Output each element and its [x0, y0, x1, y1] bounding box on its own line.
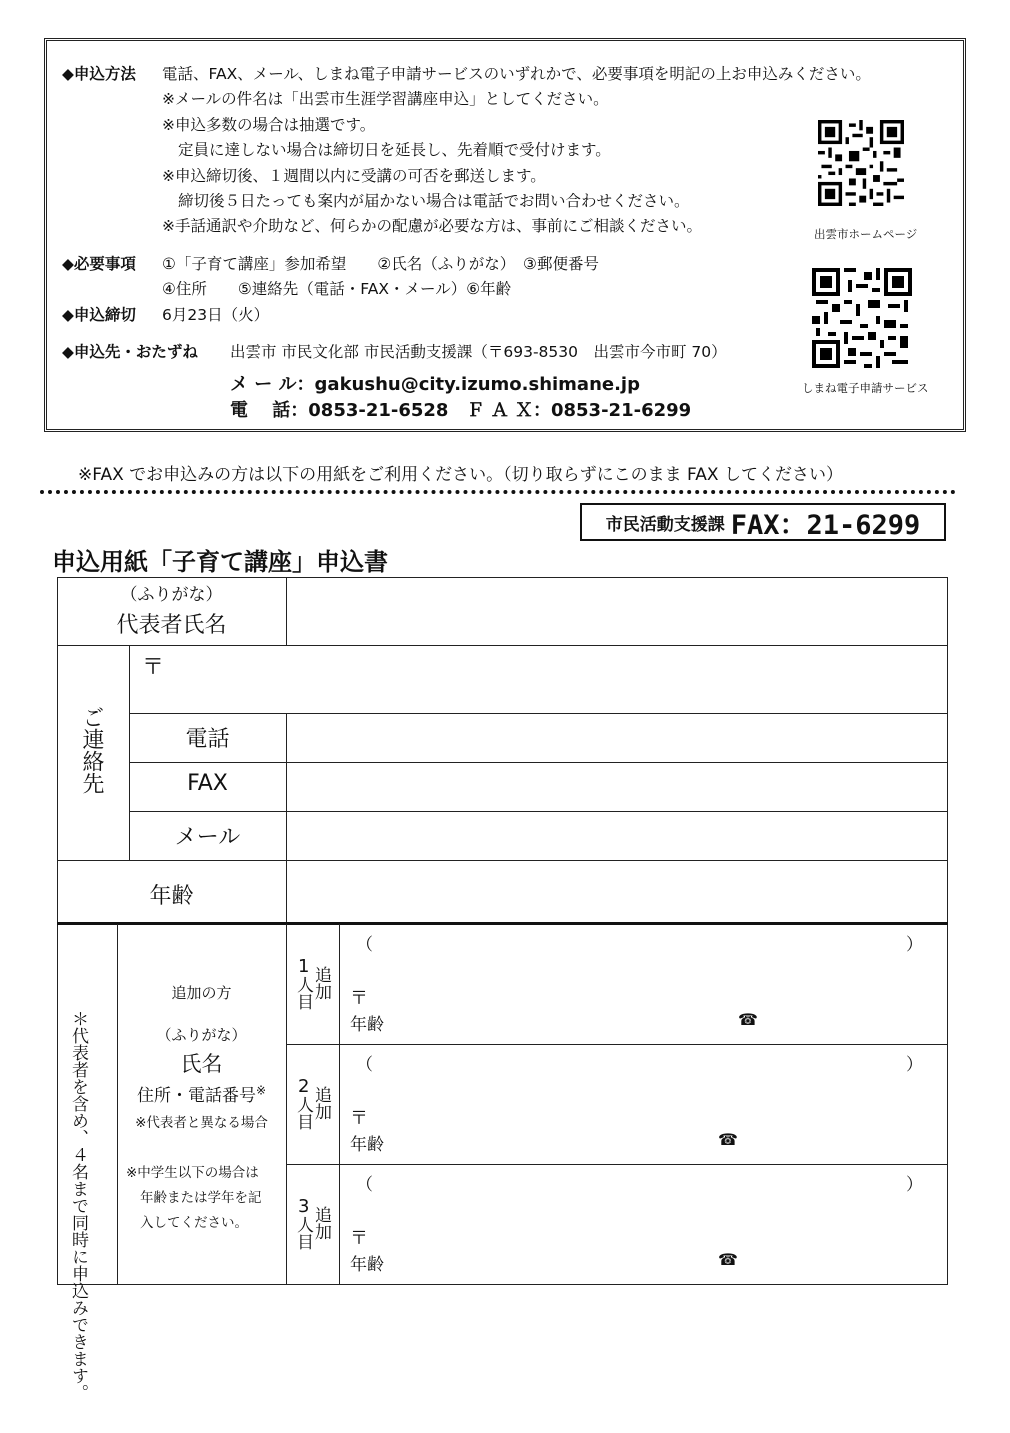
phone-label: 電話	[185, 727, 230, 752]
qr-caption-homepage: 出雲市ホームページ	[814, 227, 918, 241]
telephone-icon: ☎	[718, 1130, 738, 1149]
furigana-open-paren: （	[356, 1055, 373, 1075]
add-note-different: ※代表者と異なる場合	[135, 1115, 268, 1131]
additional-person-1-field[interactable]	[340, 925, 947, 1043]
qr-code-shimane-eservice[interactable]	[812, 268, 912, 368]
qr-caption-eservice: しまね電子申請サービス	[802, 381, 929, 395]
table-border-right	[947, 577, 948, 1284]
row-add-label: 追加	[311, 966, 331, 1000]
contact-value: 出雲市 市民文化部 市民活動支援課（〒693-8530 出雲市今市町 70）	[230, 343, 727, 361]
deadline-value: 6月23日（火）	[162, 306, 270, 324]
col-divider	[286, 924, 287, 1284]
table-border-bottom	[57, 1284, 948, 1285]
mail-field[interactable]	[287, 812, 947, 860]
mail-label: メール	[174, 825, 241, 850]
postal-mark: 〒	[350, 988, 368, 1009]
deadline-label: ◆申込締切	[62, 306, 136, 324]
contact-vertical-label: ご連絡先	[79, 706, 104, 794]
fax-dept-label: 市民活動支援課	[605, 514, 725, 535]
add-name-label: 氏名	[180, 1052, 223, 1076]
telephone-icon: ☎	[718, 1250, 738, 1269]
tel-fax-line: 電 話：0853-21-6528 Ｆ Ａ Ｘ：0853-21-6299	[230, 400, 692, 421]
method-label: ◆申込方法	[62, 65, 136, 83]
row-person-label: 人目	[293, 976, 313, 1010]
fax-number: FAX：21-6299	[730, 509, 921, 541]
row-person-label: 人目	[293, 1096, 313, 1130]
fax-field[interactable]	[287, 763, 947, 811]
fax-number-box	[580, 503, 946, 541]
fax-notice: ※FAX でお申込みの方は以下の用紙をご利用ください。（切り取らずにこのまま FAX してください）	[78, 465, 843, 485]
row-age-label: 年齢	[350, 1255, 384, 1275]
row-add-label: 追加	[311, 1086, 331, 1120]
method-line1: 電話、FAX、メール、しまね電子申請サービスのいずれかで、必要事項を明記の上お申込みください。	[162, 65, 871, 83]
furigana-close-paren: ）	[906, 1055, 923, 1075]
method-line7: ※手話通訳や介助など、何らかの配慮が必要な方は、事前にご相談ください。	[162, 217, 702, 235]
add-note-junior: ※中学生以下の場合は 年齢または学年を記 入してください。	[126, 1165, 262, 1231]
furigana-open-paren: （	[356, 935, 373, 955]
cut-line	[40, 490, 956, 494]
method-line6: 締切後５日たっても案内が届かない場合は電話でお問い合わせください。	[178, 192, 690, 210]
method-line2: ※メールの件名は「出雲市生涯学習講座申込」としてください。	[162, 90, 609, 108]
row-age-label: 年齢	[350, 1135, 384, 1155]
method-line4: 定員に達しない場合は締切日を延長し、先着順で受付けます。	[178, 141, 611, 159]
rep-name-label: 代表者氏名	[116, 613, 227, 638]
method-line5: ※申込締切後、１週間以内に受講の可否を郵送します。	[162, 167, 546, 185]
row-add-label: 追加	[311, 1206, 331, 1240]
row-number: 2	[298, 1076, 310, 1097]
side-note-max-four: ＊代表者を含め、４名まで同時に申込みできます。	[68, 1010, 88, 1401]
row-person-label: 人目	[293, 1216, 313, 1250]
table-border-left	[57, 577, 58, 1284]
postal-mark: 〒	[142, 655, 165, 680]
method-line3: ※申込多数の場合は抽選です。	[162, 116, 376, 134]
row-number: 3	[298, 1196, 310, 1217]
furigana-close-paren: ）	[906, 935, 923, 955]
furigana-close-paren: ）	[906, 1175, 923, 1195]
rep-furigana-label: （ふりがな）	[120, 585, 223, 605]
required-label: ◆必要事項	[62, 255, 136, 273]
rep-name-field[interactable]	[287, 578, 947, 645]
postal-mark: 〒	[350, 1228, 368, 1249]
contact-label: ◆申込先・おたずね	[62, 343, 198, 361]
row-age-label: 年齢	[350, 1015, 384, 1035]
row-number: 1	[298, 956, 310, 977]
add-furigana-label: （ふりがな）	[156, 1026, 247, 1044]
address-field[interactable]	[160, 646, 947, 713]
mail-line: メ ー ル：gakushu@city.izumo.shimane.jp	[230, 374, 640, 395]
add-addr-tel-label: 住所・電話番号※	[136, 1083, 267, 1106]
add-person-label: 追加の方	[171, 984, 232, 1002]
additional-person-3-field[interactable]	[340, 1165, 947, 1283]
qr-code-homepage[interactable]	[818, 120, 904, 206]
age-label: 年齢	[149, 884, 194, 909]
form-title: 申込用紙「子育て講座」申込書	[52, 548, 388, 576]
phone-field[interactable]	[287, 714, 947, 762]
fax-label: FAX	[187, 771, 228, 796]
postal-mark: 〒	[350, 1108, 368, 1129]
additional-person-2-field[interactable]	[340, 1045, 947, 1163]
furigana-open-paren: （	[356, 1175, 373, 1195]
age-field[interactable]	[287, 861, 947, 921]
telephone-icon: ☎	[738, 1010, 758, 1029]
required-line1: ①「子育て講座」参加希望 ②氏名（ふりがな） ③郵便番号	[162, 255, 599, 273]
required-line2: ④住所 ⑤連絡先（電話・FAX・メール）⑥年齢	[162, 280, 512, 298]
